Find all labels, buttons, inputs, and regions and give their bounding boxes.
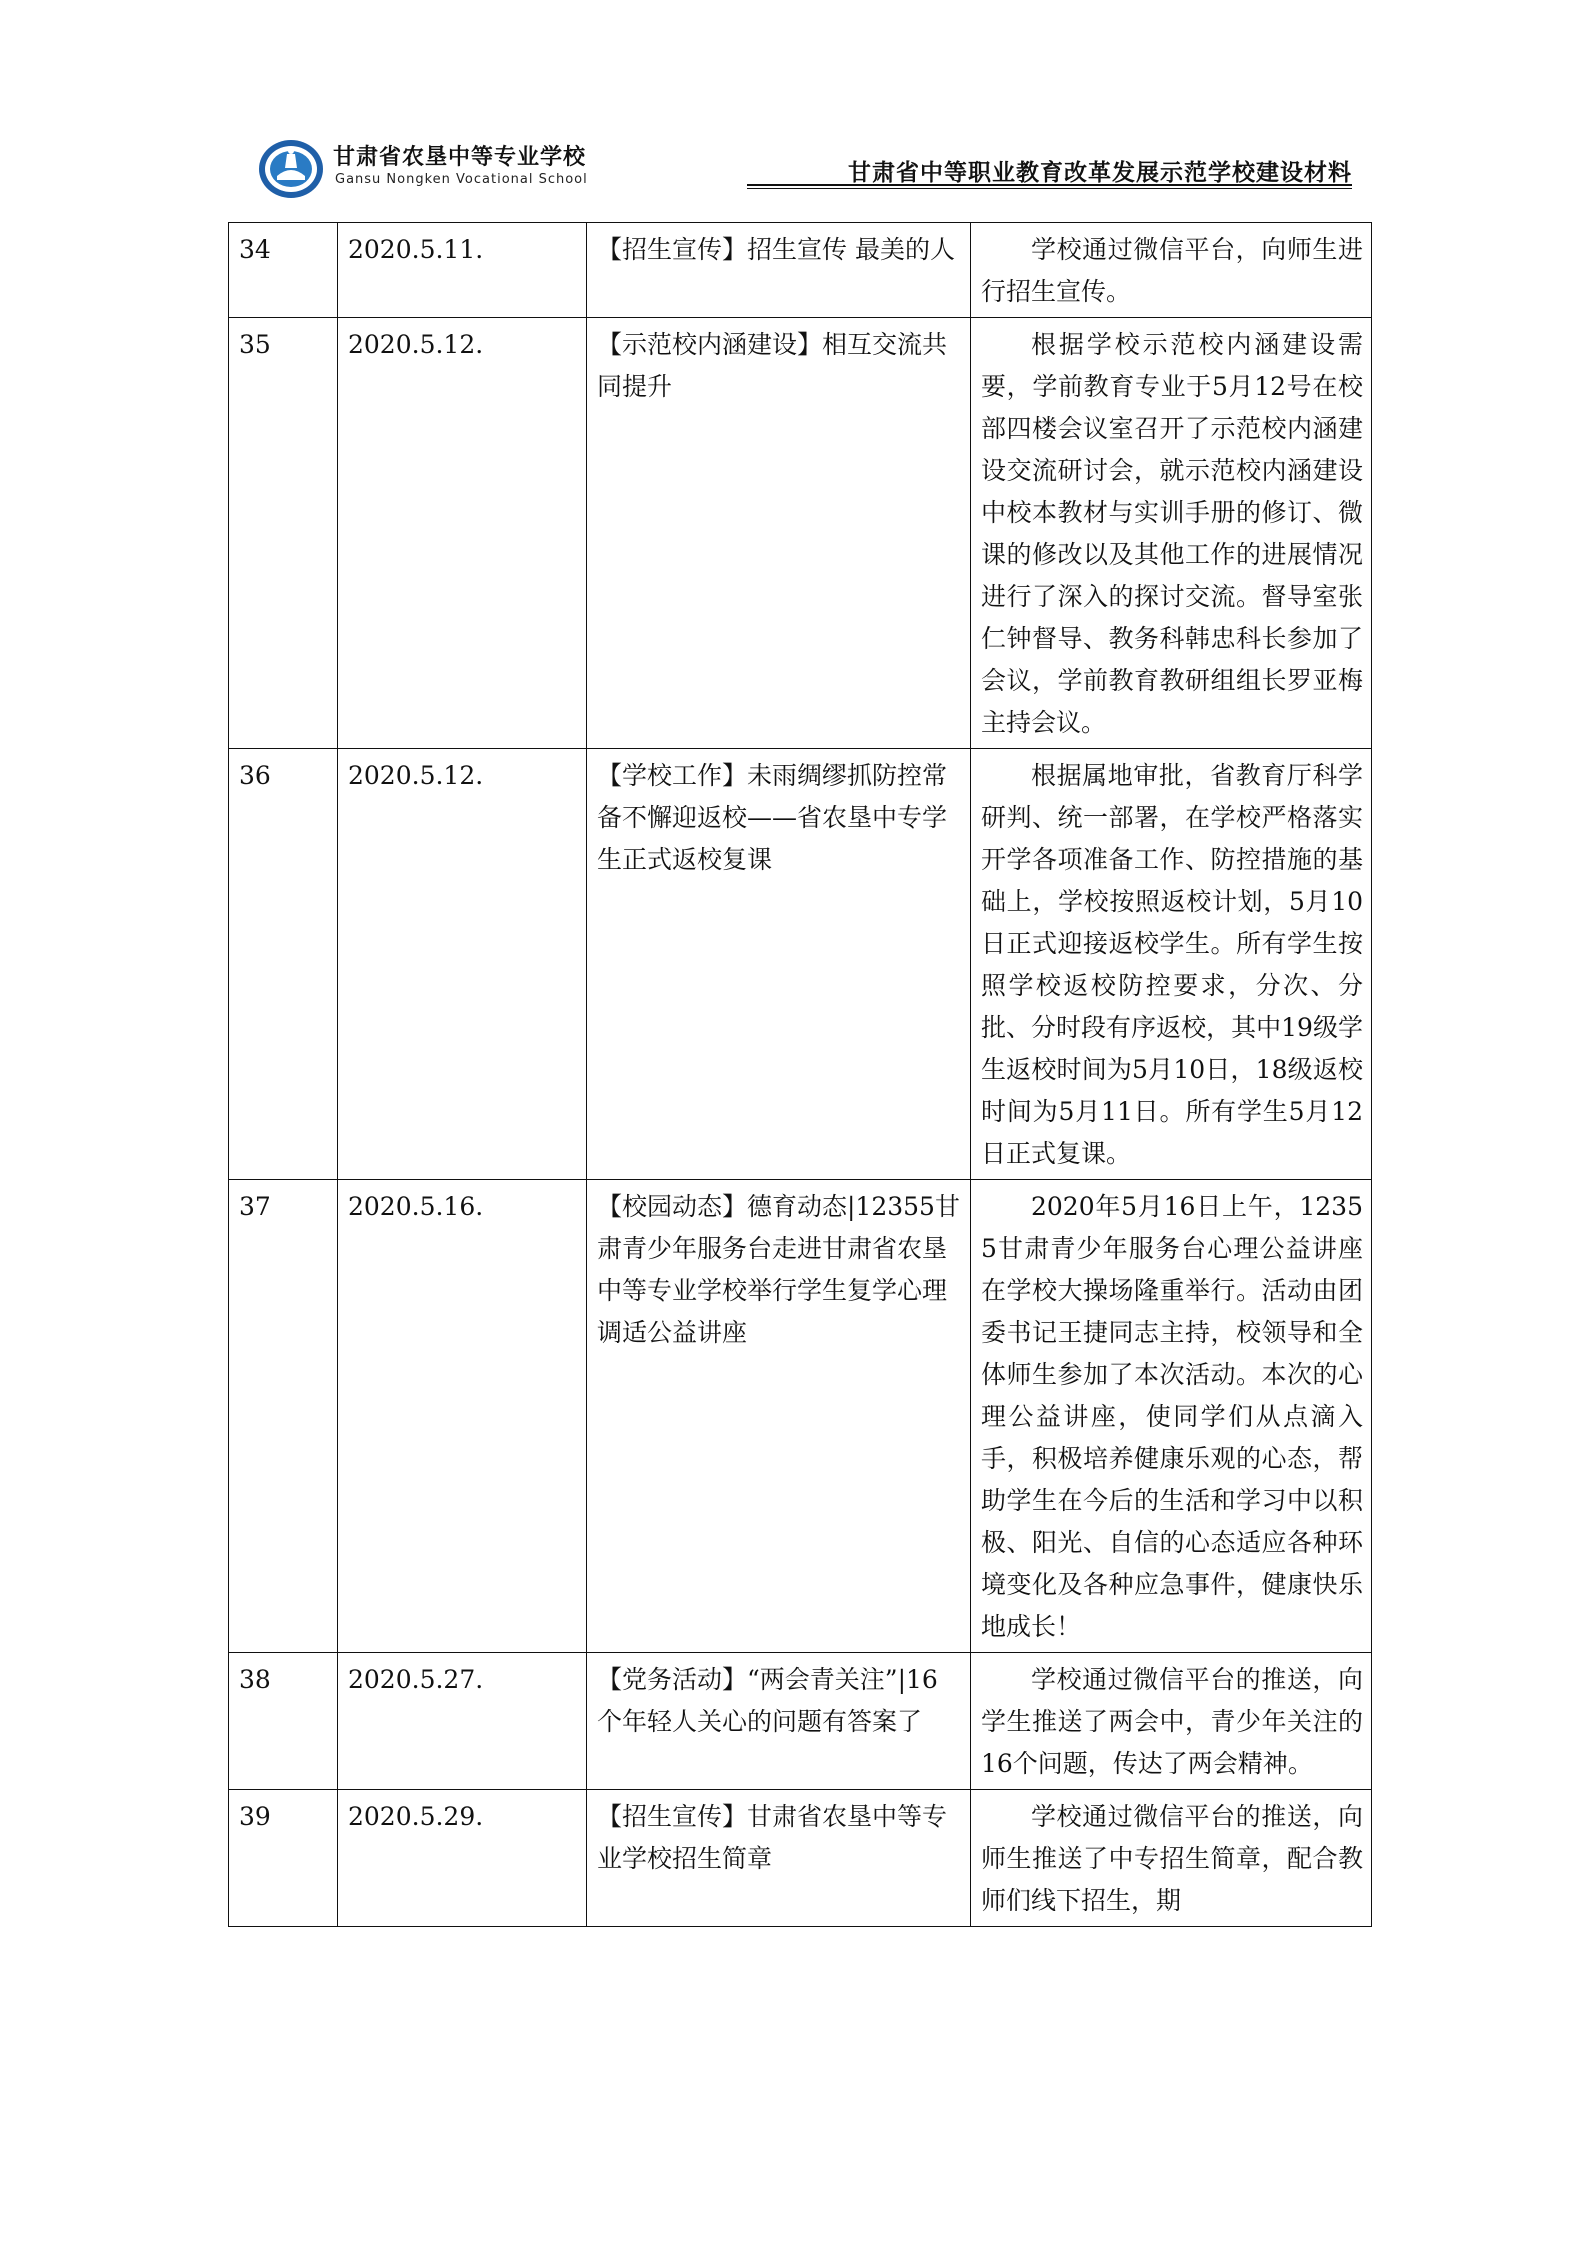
school-name-en: Gansu Nongken Vocational School: [335, 172, 588, 187]
row-description: 学校通过微信平台的推送，向学生推送了两会中，青少年关注的16个问题，传达了两会精神。: [971, 1653, 1372, 1790]
row-title: 【示范校内涵建设】相互交流共同提升: [587, 318, 971, 749]
row-number: 39: [229, 1790, 338, 1927]
row-date: 2020.5.12.: [338, 749, 587, 1180]
records-table: [228, 222, 1372, 1927]
school-logo: [257, 136, 637, 188]
table-row: [229, 1653, 1372, 1790]
header-divider-thin: [747, 188, 1352, 189]
row-number: 34: [229, 223, 338, 318]
school-seal-icon: [257, 138, 329, 200]
row-description: 学校通过微信平台的推送，向师生推送了中专招生简章，配合教师们线下招生，期: [971, 1790, 1372, 1927]
row-title: 【招生宣传】甘肃省农垦中等专业学校招生简章: [587, 1790, 971, 1927]
table-row: [229, 223, 1372, 318]
row-title: 【校园动态】德育动态|12355甘肃青少年服务台走进甘肃省农垦中等专业学校举行学生复学心理调适公益讲座: [587, 1180, 971, 1653]
row-number: 38: [229, 1653, 338, 1790]
row-date: 2020.5.11.: [338, 223, 587, 318]
row-number: 36: [229, 749, 338, 1180]
row-date: 2020.5.16.: [338, 1180, 587, 1653]
table-row: [229, 318, 1372, 749]
header-divider: [747, 184, 1352, 186]
row-title: 【学校工作】未雨绸缪抓防控常备不懈迎返校——省农垦中专学生正式返校复课: [587, 749, 971, 1180]
row-date: 2020.5.29.: [338, 1790, 587, 1927]
row-date: 2020.5.27.: [338, 1653, 587, 1790]
row-description: 学校通过微信平台，向师生进行招生宣传。: [971, 223, 1372, 318]
row-title: 【招生宣传】招生宣传 最美的人: [587, 223, 971, 318]
row-number: 35: [229, 318, 338, 749]
row-description: 根据属地审批，省教育厅科学研判、统一部署，在学校严格落实开学各项准备工作、防控措施的基础上，学校按照返校计划，5月10日正式迎接返校学生。所有学生按照学校返校防控要求，分次、分批、分时段有序返校，其中19级学生返校时间为5月10日，18级返校时间为5月11日。所有学生5月12日正式复课。: [971, 749, 1372, 1180]
table-row: [229, 749, 1372, 1180]
row-number: 37: [229, 1180, 338, 1653]
row-title: 【党务活动】“两会青关注”|16个年轻人关心的问题有答案了: [587, 1653, 971, 1790]
table-row: [229, 1790, 1372, 1927]
page-header: [257, 136, 1352, 188]
row-description: 2020年5月16日上午，12355甘肃青少年服务台心理公益讲座在学校大操场隆重举行。活动由团委书记王捷同志主持，校领导和全体师生参加了本次活动。本次的心理公益讲座，使同学们从点滴入手，积极培养健康乐观的心态，帮助学生在今后的生活和学习中以积极、阳光、自信的心态适应各种环境变化及各种应急事件，健康快乐地成长！: [971, 1180, 1372, 1653]
table-row: [229, 1180, 1372, 1653]
row-description: 根据学校示范校内涵建设需要，学前教育专业于5月12号在校部四楼会议室召开了示范校内涵建设交流研讨会，就示范校内涵建设中校本教材与实训手册的修订、微课的修改以及其他工作的进展情况进行了深入的探讨交流。督导室张仁钟督导、教务科韩忠科长参加了会议，学前教育教研组组长罗亚梅主持会议。: [971, 318, 1372, 749]
school-name-cn: 甘肃省农垦中等专业学校: [333, 145, 587, 170]
document-title: 甘肃省中等职业教育改革发展示范学校建设材料: [848, 160, 1352, 186]
row-date: 2020.5.12.: [338, 318, 587, 749]
